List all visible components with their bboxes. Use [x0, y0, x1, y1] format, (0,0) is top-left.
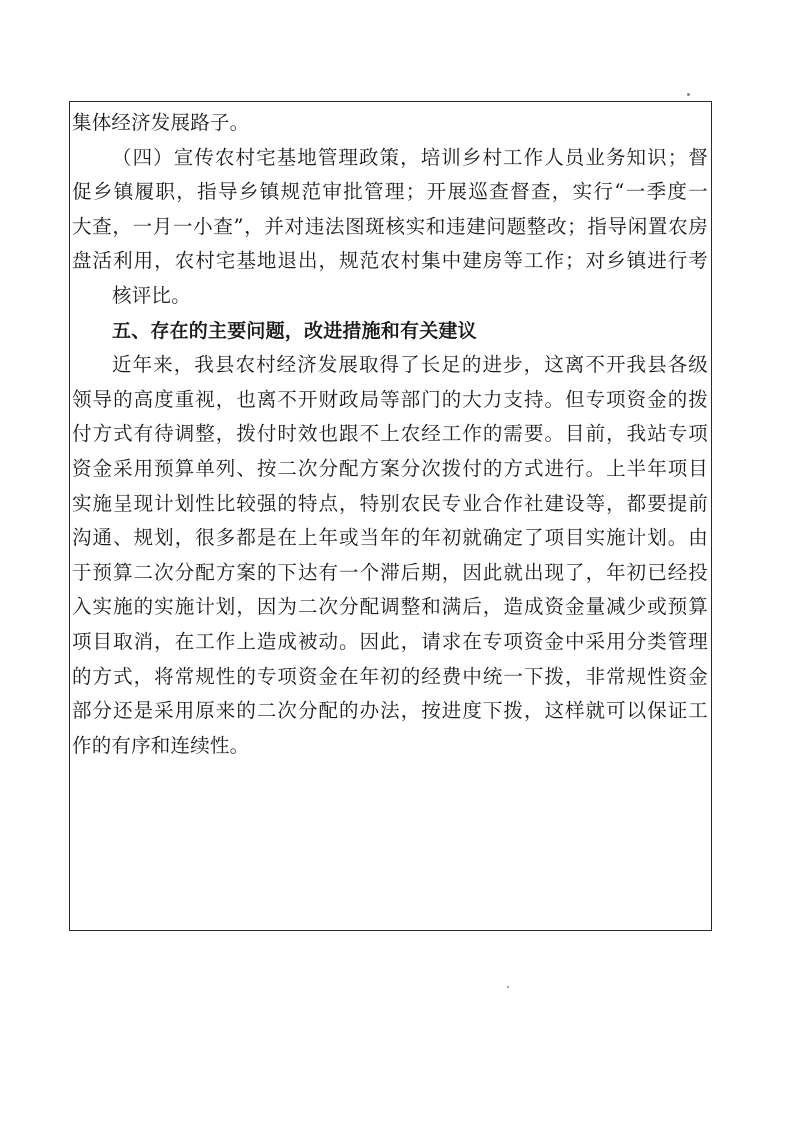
scan-speck	[507, 986, 509, 988]
paragraph-line: 集体经济发展路子。	[72, 111, 250, 134]
scan-speck	[687, 93, 690, 96]
paragraph-line: 项目取消，在工作上造成被动。因此，请求在专项资金中采用分类管理	[72, 629, 708, 653]
paragraph-line: 促乡镇履职，指导乡镇规范审批管理；开展巡查督查，实行“一季度一	[72, 180, 708, 204]
paragraph-line: 资金采用预算单列、按二次分配方案分次拨付的方式进行。上半年项目	[72, 456, 708, 480]
paragraph-line: 盘活利用，农村宅基地退出，规范农村集中建房等工作；对乡镇进行考	[72, 249, 708, 273]
paragraph-line: 大查，一月一小查”，并对违法图斑核实和违建问题整改；指导闲置农房	[72, 214, 708, 238]
paragraph-line: （四）宣传农村宅基地管理政策，培训乡村工作人员业务知识；督	[112, 145, 708, 169]
section-heading: 五、存在的主要问题，改进措施和有关建议	[112, 319, 477, 342]
paragraph-line: 作的有序和连续性。	[72, 733, 250, 757]
paragraph-line: 于预算二次分配方案的下达有一个滞后期，因此就出现了，年初已经投	[72, 560, 708, 584]
paragraph-line: 近年来，我县农村经济发展取得了长足的进步，这离不开我县各级	[112, 353, 708, 377]
paragraph-line: 的方式，将常规性的专项资金在年初的经费中统一下拨，非常规性资金	[72, 664, 708, 688]
paragraph-line: 核评比。	[112, 283, 191, 307]
paragraph-line: 沟通、规划，很多都是在上年或当年的年初就确定了项目实施计划。由	[72, 526, 708, 550]
paragraph-line: 实施呈现计划性比较强的特点，特别农民专业合作社建设等，都要提前	[72, 491, 708, 515]
paragraph-line: 领导的高度重视，也离不开财政局等部门的大力支持。但专项资金的拨	[72, 387, 708, 411]
document-body	[72, 106, 708, 763]
paragraph-line: 付方式有待调整，拨付时效也跟不上农经工作的需要。目前，我站专项	[72, 422, 708, 446]
paragraph-line: 入实施的实施计划，因为二次分配调整和满后，造成资金量减少或预算	[72, 595, 708, 619]
paragraph-line: 部分还是采用原来的二次分配的办法，按进度下拨，这样就可以保证工	[72, 699, 708, 723]
